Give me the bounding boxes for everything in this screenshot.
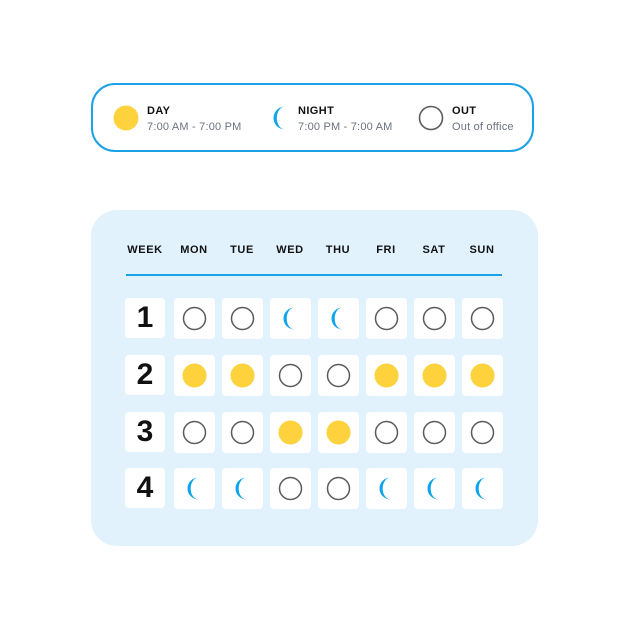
empty-circle-icon bbox=[278, 476, 303, 501]
week-number-1: 1 bbox=[125, 298, 165, 338]
empty-circle-icon bbox=[182, 306, 207, 331]
empty-circle-icon bbox=[422, 420, 447, 445]
moon-icon bbox=[374, 476, 399, 501]
shift-cell-week3-tue[interactable] bbox=[222, 412, 263, 453]
legend-out-description: Out of office bbox=[452, 121, 514, 133]
shift-cell-week1-wed[interactable] bbox=[270, 298, 311, 339]
legend-night-title: NIGHT bbox=[298, 105, 335, 117]
empty-circle-icon bbox=[422, 306, 447, 331]
shift-cell-week2-fri[interactable] bbox=[366, 355, 407, 396]
empty-circle-icon bbox=[374, 420, 399, 445]
week-number-4: 4 bbox=[125, 468, 165, 508]
shift-cell-week2-sat[interactable] bbox=[414, 355, 455, 396]
empty-circle-icon bbox=[230, 420, 255, 445]
sun-icon bbox=[230, 363, 255, 388]
week-number-3: 3 bbox=[125, 412, 165, 452]
empty-circle-icon bbox=[326, 363, 351, 388]
sun-icon bbox=[470, 363, 495, 388]
shift-cell-week4-tue[interactable] bbox=[222, 468, 263, 509]
week-column-header: WEEK bbox=[127, 244, 163, 256]
empty-circle-icon bbox=[230, 306, 255, 331]
empty-circle-icon bbox=[470, 306, 495, 331]
day-header-wed: WED bbox=[276, 244, 304, 256]
shift-cell-week4-sat[interactable] bbox=[414, 468, 455, 509]
day-header-sun: SUN bbox=[469, 244, 495, 256]
shift-cell-week2-wed[interactable] bbox=[270, 355, 311, 396]
shift-legend bbox=[91, 83, 534, 152]
day-header-mon: MON bbox=[180, 244, 208, 256]
moon-icon bbox=[470, 476, 495, 501]
legend-out-title: OUT bbox=[452, 105, 477, 117]
shift-cell-week1-mon[interactable] bbox=[174, 298, 215, 339]
shift-cell-week2-sun[interactable] bbox=[462, 355, 503, 396]
shift-cell-week3-sat[interactable] bbox=[414, 412, 455, 453]
moon-icon bbox=[268, 105, 294, 131]
empty-circle-icon bbox=[326, 476, 351, 501]
empty-circle-icon bbox=[374, 306, 399, 331]
empty-circle-icon bbox=[470, 420, 495, 445]
shift-cell-week1-fri[interactable] bbox=[366, 298, 407, 339]
shift-cell-week2-mon[interactable] bbox=[174, 355, 215, 396]
moon-icon bbox=[278, 306, 303, 331]
shift-cell-week1-thu[interactable] bbox=[318, 298, 359, 339]
shift-cell-week3-sun[interactable] bbox=[462, 412, 503, 453]
legend-night-hours: 7:00 PM - 7:00 AM bbox=[298, 121, 393, 133]
week-number-2: 2 bbox=[125, 355, 165, 395]
empty-circle-icon bbox=[182, 420, 207, 445]
legend-day-title: DAY bbox=[147, 105, 171, 117]
moon-icon bbox=[422, 476, 447, 501]
sun-icon bbox=[374, 363, 399, 388]
shift-cell-week4-thu[interactable] bbox=[318, 468, 359, 509]
empty-circle-icon bbox=[418, 105, 444, 131]
day-header-fri: FRI bbox=[376, 244, 396, 256]
day-header-tue: TUE bbox=[230, 244, 254, 256]
shift-cell-week4-fri[interactable] bbox=[366, 468, 407, 509]
shift-cell-week3-thu[interactable] bbox=[318, 412, 359, 453]
shift-calendar bbox=[91, 210, 538, 546]
shift-cell-week2-thu[interactable] bbox=[318, 355, 359, 396]
empty-circle-icon bbox=[278, 363, 303, 388]
shift-cell-week3-wed[interactable] bbox=[270, 412, 311, 453]
legend-day-hours: 7:00 AM - 7:00 PM bbox=[147, 121, 242, 133]
moon-icon bbox=[230, 476, 255, 501]
shift-cell-week1-sun[interactable] bbox=[462, 298, 503, 339]
calendar-header bbox=[91, 244, 538, 258]
shift-cell-week1-sat[interactable] bbox=[414, 298, 455, 339]
sun-icon bbox=[278, 420, 303, 445]
moon-icon bbox=[182, 476, 207, 501]
shift-cell-week3-mon[interactable] bbox=[174, 412, 215, 453]
day-header-thu: THU bbox=[325, 244, 351, 256]
header-divider bbox=[126, 274, 502, 276]
shift-cell-week3-fri[interactable] bbox=[366, 412, 407, 453]
sun-icon bbox=[113, 105, 139, 131]
shift-cell-week2-tue[interactable] bbox=[222, 355, 263, 396]
shift-cell-week4-mon[interactable] bbox=[174, 468, 215, 509]
sun-icon bbox=[182, 363, 207, 388]
shift-cell-week1-tue[interactable] bbox=[222, 298, 263, 339]
day-header-sat: SAT bbox=[422, 244, 446, 256]
sun-icon bbox=[422, 363, 447, 388]
shift-cell-week4-wed[interactable] bbox=[270, 468, 311, 509]
sun-icon bbox=[326, 420, 351, 445]
shift-cell-week4-sun[interactable] bbox=[462, 468, 503, 509]
moon-icon bbox=[326, 306, 351, 331]
